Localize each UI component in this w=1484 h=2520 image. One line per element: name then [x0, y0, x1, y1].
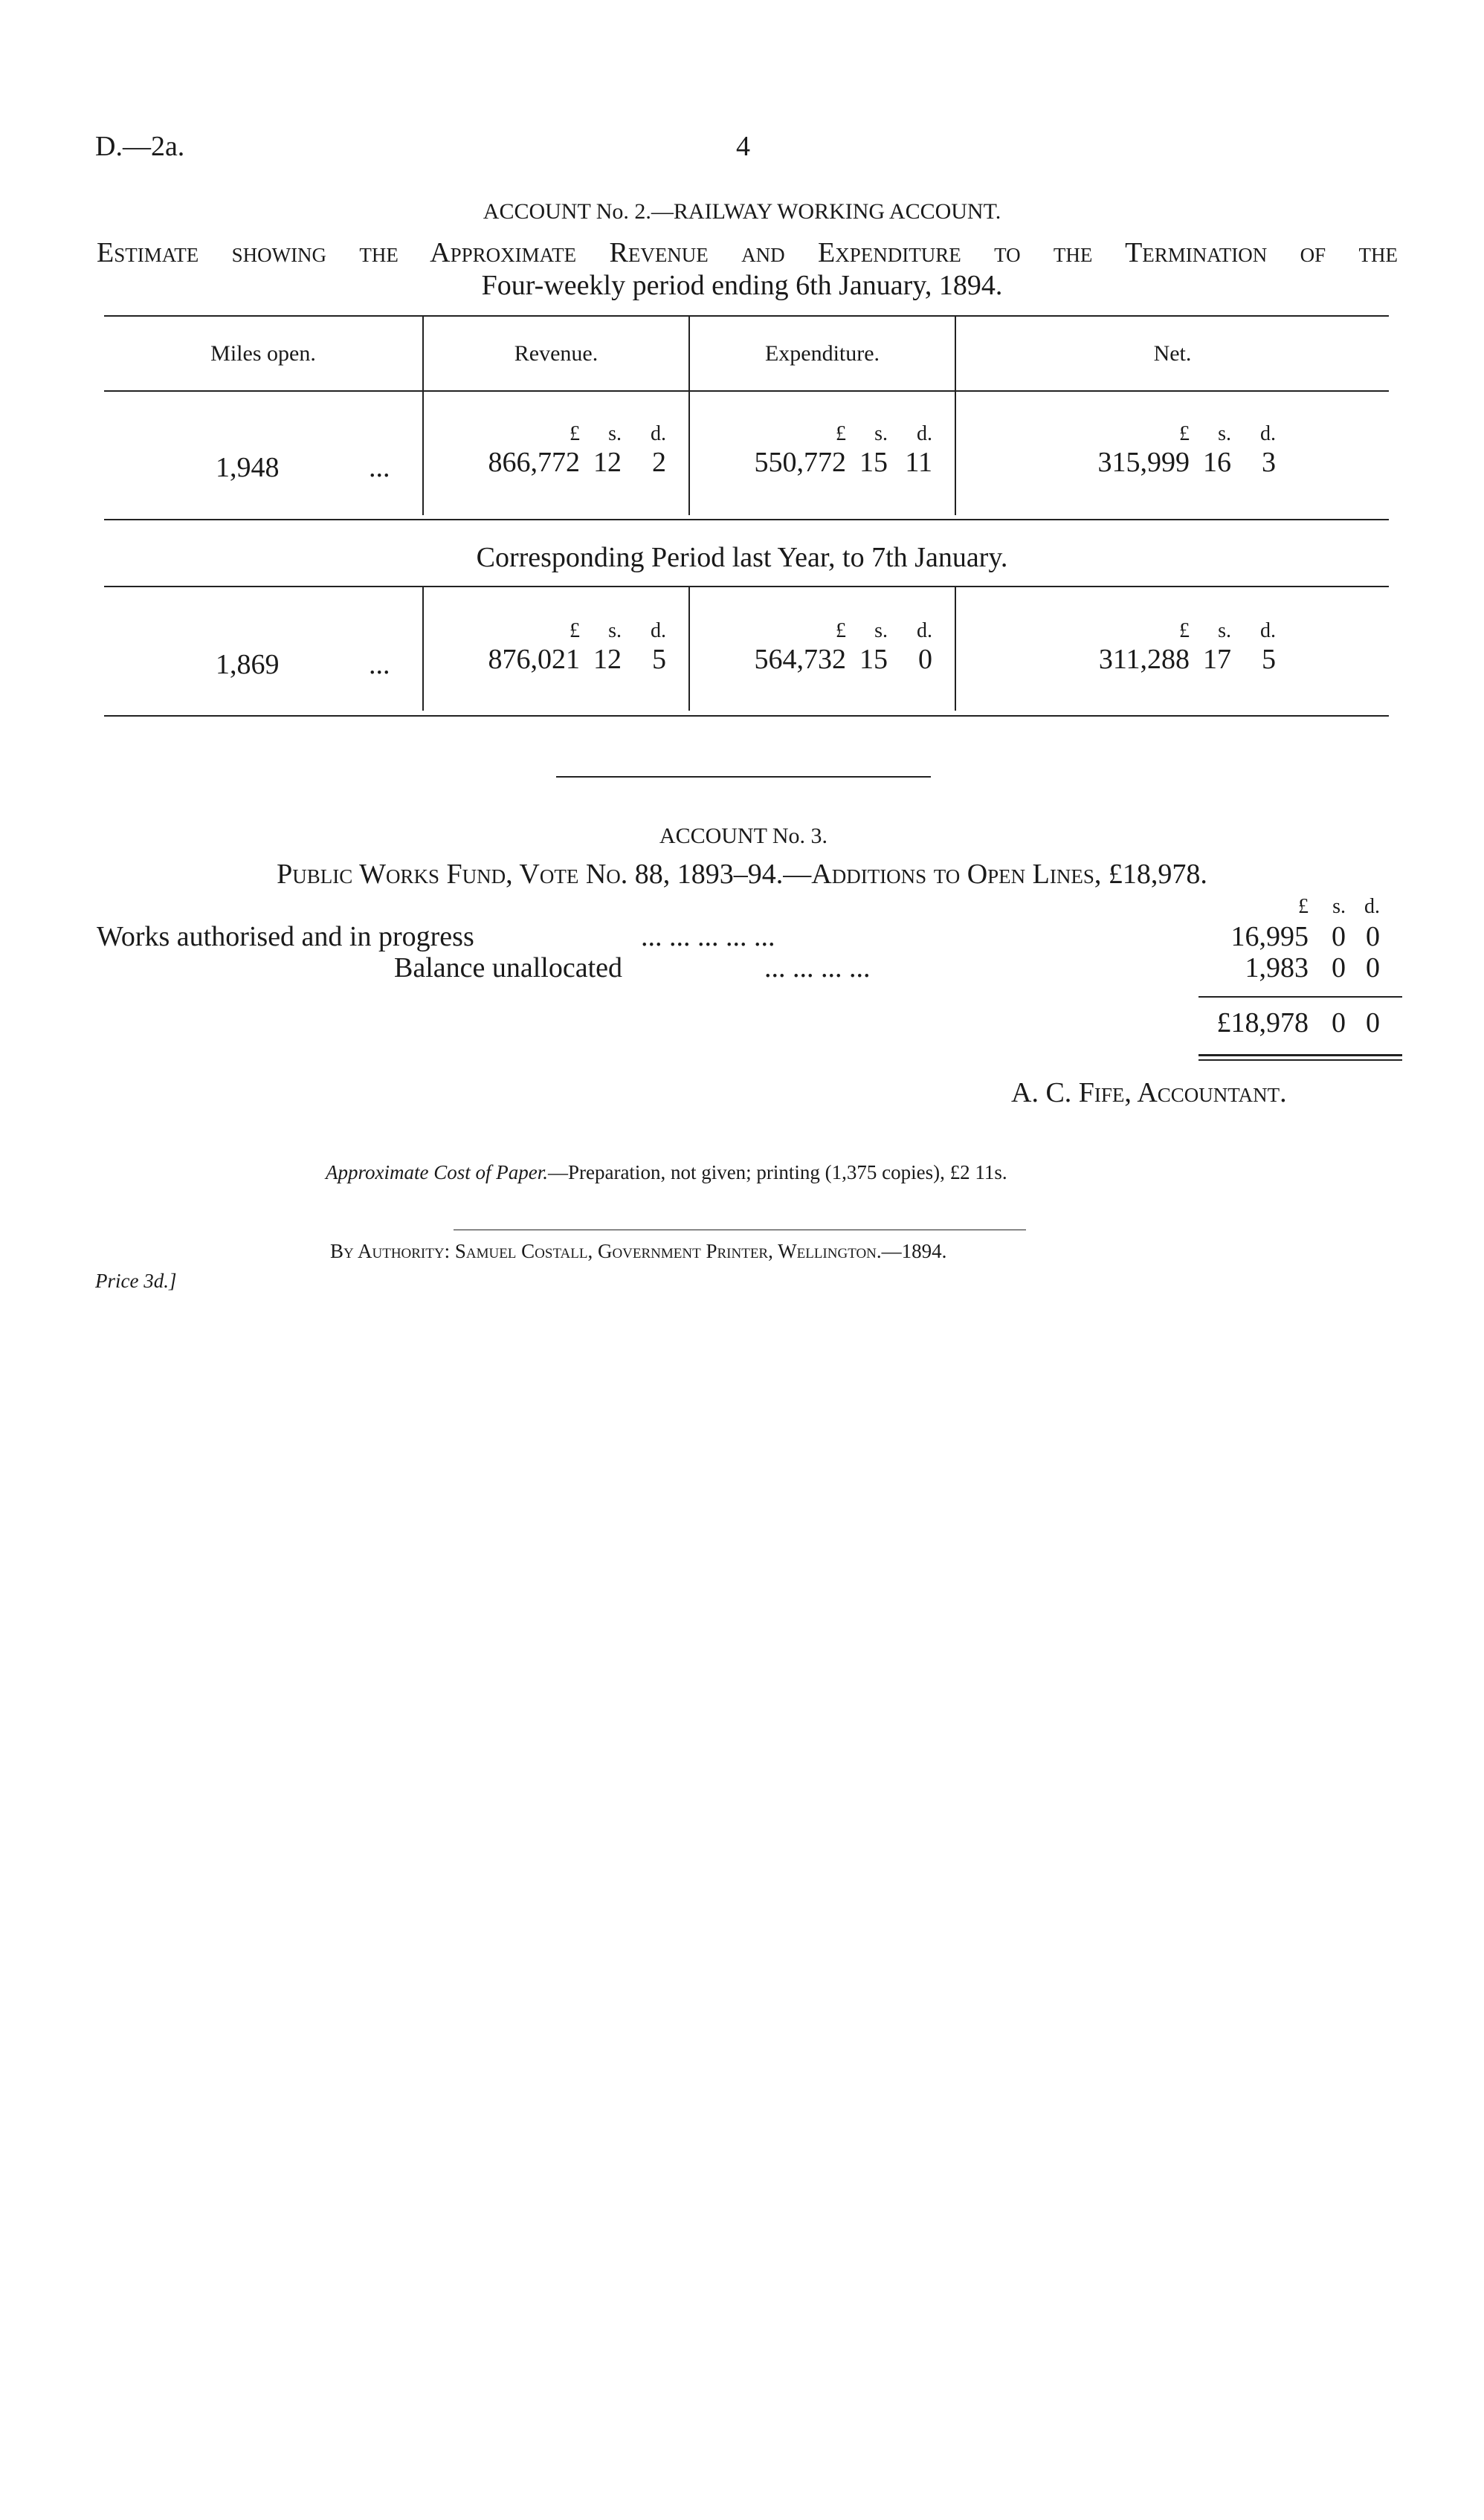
- column-header-miles: Miles open.: [210, 340, 316, 366]
- leader-dots: ...: [369, 452, 390, 483]
- shillings-unit: s.: [1218, 422, 1231, 445]
- net-amount: [1056, 619, 1276, 676]
- pounds-unit: £: [836, 422, 846, 445]
- account-2-subtitle-line1: Estimate showing the Approximate Revenue and Expenditure to the Termination of the: [97, 237, 1398, 268]
- shillings-value: 0: [1332, 952, 1346, 983]
- pounds-unit: £: [1179, 619, 1190, 642]
- pounds-unit: £: [1179, 422, 1190, 445]
- shillings-unit: s.: [1218, 619, 1231, 642]
- pence-unit: d.: [651, 619, 666, 642]
- table-divider: [688, 587, 690, 711]
- shillings-value: 15: [859, 644, 888, 675]
- table-divider: [955, 587, 956, 711]
- leader-dots: ... ... ... ...: [764, 952, 871, 983]
- total-pounds-value: £18,978: [1216, 1007, 1309, 1038]
- total-pence-value: 0: [1366, 1007, 1380, 1038]
- net-amount: [1056, 422, 1276, 479]
- table-bottom-rule: [104, 715, 1389, 717]
- shillings-value: 16: [1203, 447, 1231, 478]
- accountant-signature: A. C. Fife, Accountant.: [1011, 1077, 1287, 1108]
- corresponding-period-label: Corresponding Period last Year, to 7th January.: [476, 542, 1008, 573]
- leader-dots: ...: [369, 649, 390, 680]
- pounds-unit: £: [836, 619, 846, 642]
- column-header-revenue: Revenue.: [514, 340, 599, 366]
- pounds-value: 1,983: [1245, 952, 1309, 983]
- shillings-unit: s.: [874, 422, 888, 445]
- account-2-title: ACCOUNT No. 2.—RAILWAY WORKING ACCOUNT.: [483, 199, 1001, 224]
- shillings-unit: s.: [608, 422, 622, 445]
- cost-of-paper-note: [326, 1161, 1007, 1184]
- pence-value: 5: [652, 644, 666, 675]
- table-divider: [955, 392, 956, 515]
- pounds-value: 866,772: [488, 447, 580, 478]
- account-3-title: ACCOUNT No. 3.: [659, 824, 828, 848]
- pence-value: 0: [1366, 952, 1380, 983]
- pence-value: 11: [905, 447, 932, 478]
- balance-unallocated-amount: [1190, 952, 1380, 984]
- pounds-value: 16,995: [1230, 921, 1309, 952]
- works-in-progress-amount: [1190, 920, 1380, 953]
- section-separator: [556, 776, 931, 778]
- table-header-rule: [104, 390, 1389, 392]
- shillings-unit: s.: [1332, 895, 1346, 918]
- pounds-value: 315,999: [1097, 447, 1190, 478]
- table-top-rule: [104, 586, 1389, 587]
- price-note: Price 3d.]: [95, 1270, 177, 1292]
- document-reference: D.—2a.: [95, 131, 185, 162]
- column-header-expenditure: Expenditure.: [764, 340, 880, 366]
- table-divider: [422, 587, 424, 711]
- leader-dots: ... ... ... ... ...: [641, 921, 775, 952]
- pence-unit: d.: [1260, 422, 1276, 445]
- revenue-amount: [446, 422, 666, 479]
- pence-unit: d.: [1364, 895, 1380, 918]
- shillings-value: 0: [1332, 921, 1346, 952]
- pence-value: 0: [918, 644, 932, 675]
- balance-unallocated-label: Balance unallocated: [394, 952, 623, 983]
- shillings-value: 15: [859, 447, 888, 478]
- pounds-value: 550,772: [754, 447, 846, 478]
- shillings-value: 12: [593, 447, 622, 478]
- pounds-unit: £: [570, 619, 580, 642]
- pounds-unit: £: [570, 422, 580, 445]
- shillings-unit: s.: [874, 619, 888, 642]
- total-shillings-value: 0: [1332, 1007, 1346, 1038]
- pounds-unit: £: [1298, 895, 1309, 918]
- cost-of-paper-text: —Preparation, not given; printing (1,375 copies), £2 11s.: [547, 1161, 1007, 1183]
- shillings-value: 17: [1203, 644, 1231, 675]
- printer-authority: By Authority: Samuel Costall, Government Printer, Wellington.—1894.: [330, 1240, 947, 1262]
- total-double-rule: [1199, 1054, 1402, 1061]
- subtotal-rule: [1199, 996, 1402, 998]
- account-3-units-header: [1190, 895, 1380, 919]
- shillings-value: 12: [593, 644, 622, 675]
- pence-unit: d.: [1260, 619, 1276, 642]
- revenue-amount: [446, 619, 666, 676]
- pence-unit: d.: [917, 619, 932, 642]
- expenditure-amount: [712, 619, 932, 676]
- pence-value: 2: [652, 447, 666, 478]
- pence-unit: d.: [917, 422, 932, 445]
- shillings-unit: s.: [608, 619, 622, 642]
- account-3-subtitle: Public Works Fund, Vote No. 88, 1893–94.—Additions to Open Lines, £18,978.: [277, 859, 1207, 890]
- pence-unit: d.: [651, 422, 666, 445]
- miles-open-value: 1,869: [216, 649, 280, 680]
- pence-value: 3: [1262, 447, 1276, 478]
- account-2-subtitle-line2: Four-weekly period ending 6th January, 1894.: [481, 270, 1003, 301]
- account-3-total: [1190, 1007, 1380, 1039]
- pounds-value: 564,732: [754, 644, 846, 675]
- expenditure-amount: [712, 422, 932, 479]
- column-header-net: Net.: [1153, 340, 1192, 366]
- miles-open-value: 1,948: [216, 452, 280, 483]
- cost-of-paper-label: Approximate Cost of Paper.: [326, 1161, 548, 1183]
- table-row-rule: [104, 519, 1389, 520]
- pounds-value: 876,021: [488, 644, 580, 675]
- pounds-value: 311,288: [1098, 644, 1190, 675]
- works-in-progress-label: Works authorised and in progress: [97, 921, 474, 952]
- pence-value: 5: [1262, 644, 1276, 675]
- table-divider: [688, 392, 690, 515]
- pence-value: 0: [1366, 921, 1380, 952]
- page-number: 4: [736, 131, 750, 162]
- table-divider: [422, 392, 424, 515]
